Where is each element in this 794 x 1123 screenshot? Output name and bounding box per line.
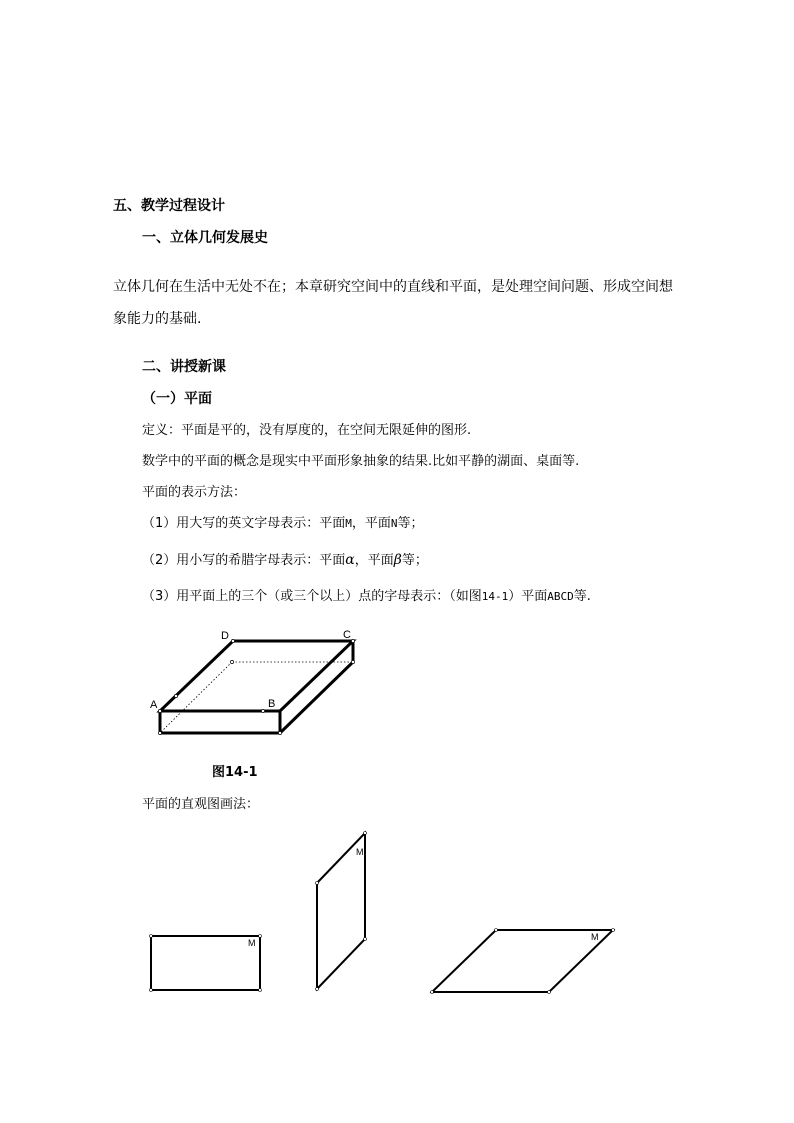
vertex-a bbox=[158, 709, 161, 712]
label-a: A bbox=[150, 699, 158, 711]
item2-mid: ，平面 bbox=[354, 553, 394, 568]
label-c: C bbox=[343, 629, 351, 641]
item3-mid: ）平面 bbox=[508, 589, 548, 604]
part1-title: 一、立体几何发展史 bbox=[142, 230, 268, 246]
front-face bbox=[160, 711, 280, 733]
figure-caption-prefix: 图 bbox=[212, 765, 226, 780]
plane-vertical bbox=[316, 832, 367, 991]
plane-rectangle-label: M bbox=[248, 938, 256, 948]
figure-caption-number: 14-1 bbox=[225, 765, 258, 780]
plane-horizontal-label: M bbox=[591, 932, 599, 942]
top-face bbox=[160, 641, 353, 711]
item3-abcd: ABCD bbox=[547, 590, 574, 603]
intuitive-heading: 平面的直观图画法： bbox=[142, 797, 260, 812]
right-face bbox=[280, 641, 353, 733]
item2-alpha: α bbox=[345, 552, 355, 568]
vertex-front-bottom-right bbox=[278, 731, 281, 734]
item3-suffix: 等. bbox=[573, 589, 591, 604]
plane-horizontal bbox=[431, 929, 615, 994]
label-b: B bbox=[268, 698, 276, 710]
vertex-d bbox=[231, 639, 234, 642]
item1-letter-m: M bbox=[345, 517, 352, 530]
section-title: 五、教学过程设计 bbox=[113, 198, 225, 214]
vertex-edge-mid bbox=[174, 694, 177, 697]
item3-prefix: （3）用平面上的三个（或三个以上）点的字母表示：（如图 bbox=[142, 589, 482, 604]
notation-heading: 平面的表示方法： bbox=[142, 485, 247, 500]
plane-rectangle bbox=[150, 935, 262, 992]
item1-mid: ，平面 bbox=[351, 516, 391, 531]
part2-title: 二、讲授新课 bbox=[142, 359, 226, 375]
vertex-hidden bbox=[230, 660, 233, 663]
part2-subtitle: （一）平面 bbox=[142, 391, 212, 407]
part1-paragraph-line1: 立体几何在生活中无处不在；本章研究空间中的直线和平面，是处理空间问题、形成空间想 bbox=[113, 279, 673, 295]
vertex-c bbox=[351, 639, 354, 642]
item1-letter-n: N bbox=[390, 517, 398, 530]
plane-rectangle-outline bbox=[151, 936, 260, 990]
item3-figure-ref: 14-1 bbox=[481, 590, 509, 603]
item2-beta: β bbox=[393, 552, 402, 568]
definition-text: 定义：平面是平的，没有厚度的，在空间无限延伸的图形. bbox=[142, 423, 472, 438]
figure-14-1-box bbox=[150, 629, 355, 735]
figure-caption bbox=[212, 765, 258, 781]
item2-prefix: （2）用小写的希腊字母表示：平面 bbox=[142, 553, 346, 568]
plane-vertical-label: M bbox=[356, 847, 364, 857]
vertex-right-bottom bbox=[351, 660, 354, 663]
plane-horizontal-outline bbox=[432, 930, 613, 992]
vertex-b bbox=[261, 709, 264, 712]
item1-prefix: （1）用大写的英文字母表示：平面 bbox=[142, 516, 346, 531]
label-d: D bbox=[221, 630, 229, 642]
hidden-edge-diagonal bbox=[160, 662, 232, 733]
part1-paragraph-line2: 象能力的基础. bbox=[113, 311, 202, 327]
vertex-front-bottom-left bbox=[158, 731, 161, 734]
item2-suffix: 等； bbox=[401, 553, 428, 568]
concept-text: 数学中的平面的概念是现实中平面形象抽象的结果.比如平静的湖面、桌面等. bbox=[142, 454, 580, 469]
item1-suffix: 等； bbox=[397, 516, 424, 531]
